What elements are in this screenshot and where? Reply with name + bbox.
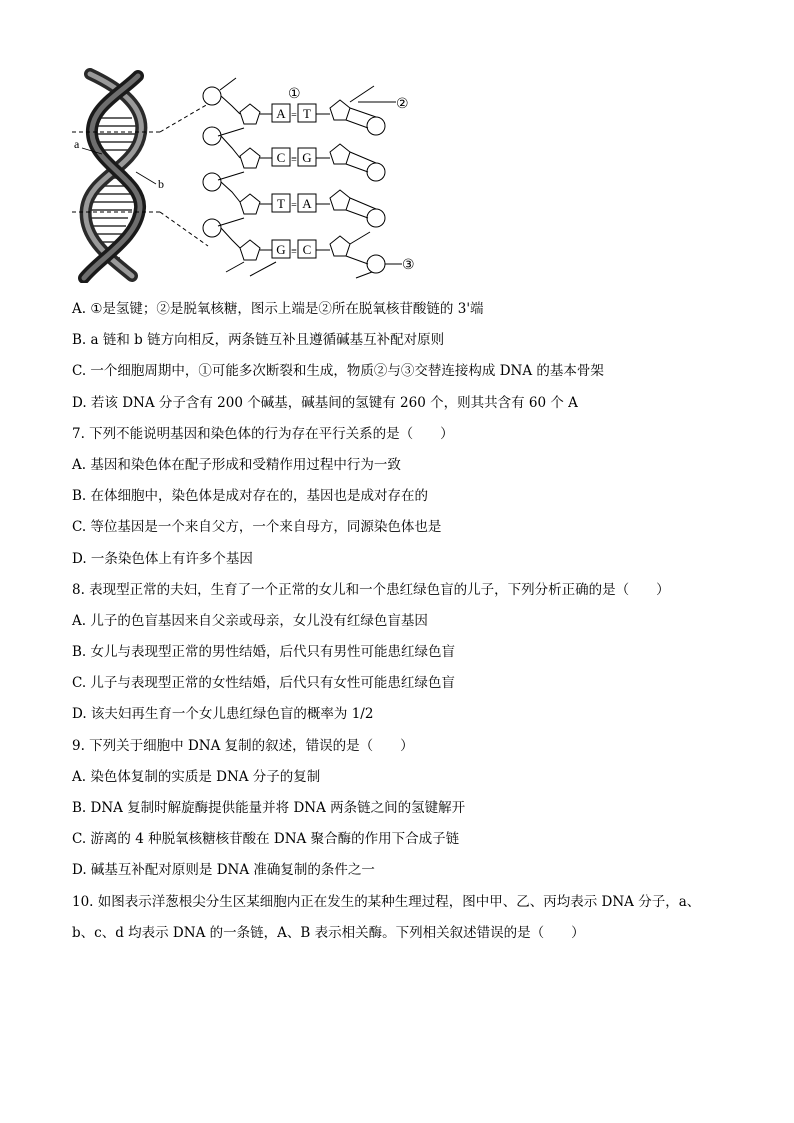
option-7d: D. 一条染色体上有许多个基因 [72, 550, 253, 567]
option-9b: B. DNA 复制时解旋酶提供能量并将 DNA 两条链之间的氢键解开 [72, 800, 466, 816]
dna-diagram [60, 68, 440, 283]
hydrogen-bond-4: ≡ [291, 246, 297, 257]
question-10-stem-line-2: b、c、d 均表示 DNA 的一条链，A、B 表示相关酶。下列相关叙述错误的是（ ） [72, 924, 585, 941]
label-b: b [158, 177, 164, 191]
base-pair-4-left: G [276, 242, 286, 257]
hydrogen-bond-2: ≡ [291, 154, 297, 165]
base-pair-3-left: T [277, 196, 285, 211]
option-7b: B. 在体细胞中，染色体是成对存在的，基因也是成对存在的 [72, 488, 429, 505]
option-6d: D. 若该 DNA 分子含有 200 个碱基，碱基间的氢键有 260 个，则其共含有 60 个 A [72, 394, 578, 411]
question-8-stem: 8. 表现型正常的夫妇，生育了一个正常的女儿和一个患红绿色盲的儿子，下列分析正确的是（ ） [72, 581, 670, 598]
question-7-stem: 7. 下列不能说明基因和染色体的行为存在平行关系的是（ ） [72, 425, 454, 442]
question-9-stem: 9. 下列关于细胞中 DNA 复制的叙述，错误的是（ ） [72, 737, 414, 754]
option-7a: A. 基因和染色体在配子形成和受精作用过程中行为一致 [72, 456, 401, 473]
label-1: ① [288, 86, 301, 102]
option-9d: D. 碱基互补配对原则是 DNA 准确复制的条件之一 [72, 862, 375, 879]
base-pair-3-right: A [302, 196, 312, 211]
option-9c: C. 游离的 4 种脱氧核糖核苷酸在 DNA 聚合酶的作用下合成子链 [72, 831, 460, 848]
option-8b: B. 女儿与表现型正常的男性结婚，后代只有男性可能患红绿色盲 [72, 644, 456, 661]
base-pair-4-right: C [302, 242, 312, 257]
base-pair-2-right: G [302, 150, 312, 165]
base-pair-1-left: A [276, 106, 286, 121]
question-10-stem-line-1: 10. 如图表示洋葱根尖分生区某细胞内正在发生的某种生理过程，图中甲、乙、丙均表示 DNA 分子，a、 [72, 893, 701, 910]
question-text [72, 294, 752, 949]
option-9a: A. 染色体复制的实质是 DNA 分子的复制 [72, 768, 321, 785]
option-8c: C. 儿子与表现型正常的女性结婚，后代只有女性可能患红绿色盲 [72, 675, 455, 692]
label-a: a [74, 137, 80, 151]
base-letters [276, 106, 312, 257]
label-2: ② [396, 96, 409, 112]
base-pair-2-left: C [276, 150, 286, 165]
base-pair-1-right: T [303, 106, 311, 121]
option-8d: D. 该夫妇再生育一个女儿患红绿色盲的概率为 1/2 [72, 706, 374, 723]
option-7c: C. 等位基因是一个来自父方，一个来自母方，同源染色体也是 [72, 519, 442, 536]
option-6a: A. ①是氢键；②是脱氧核糖，图示上端是②所在脱氧核苷酸链的 3'端 [72, 301, 484, 317]
hydrogen-bond-3: = [291, 200, 297, 211]
option-6b: B. a 链和 b 链方向相反，两条链互补且遵循碱基互补配对原则 [72, 332, 445, 349]
double-helix [72, 74, 164, 278]
hydrogen-bond-1: = [291, 110, 297, 121]
option-8a: A. 儿子的色盲基因来自父亲或母亲，女儿没有红绿色盲基因 [72, 612, 428, 629]
label-3: ③ [402, 257, 415, 273]
option-6c: C. 一个细胞周期中，①可能多次断裂和生成，物质②与③交替连接构成 DNA 的基本骨架 [72, 363, 604, 380]
dna-structure-figure [60, 68, 440, 283]
